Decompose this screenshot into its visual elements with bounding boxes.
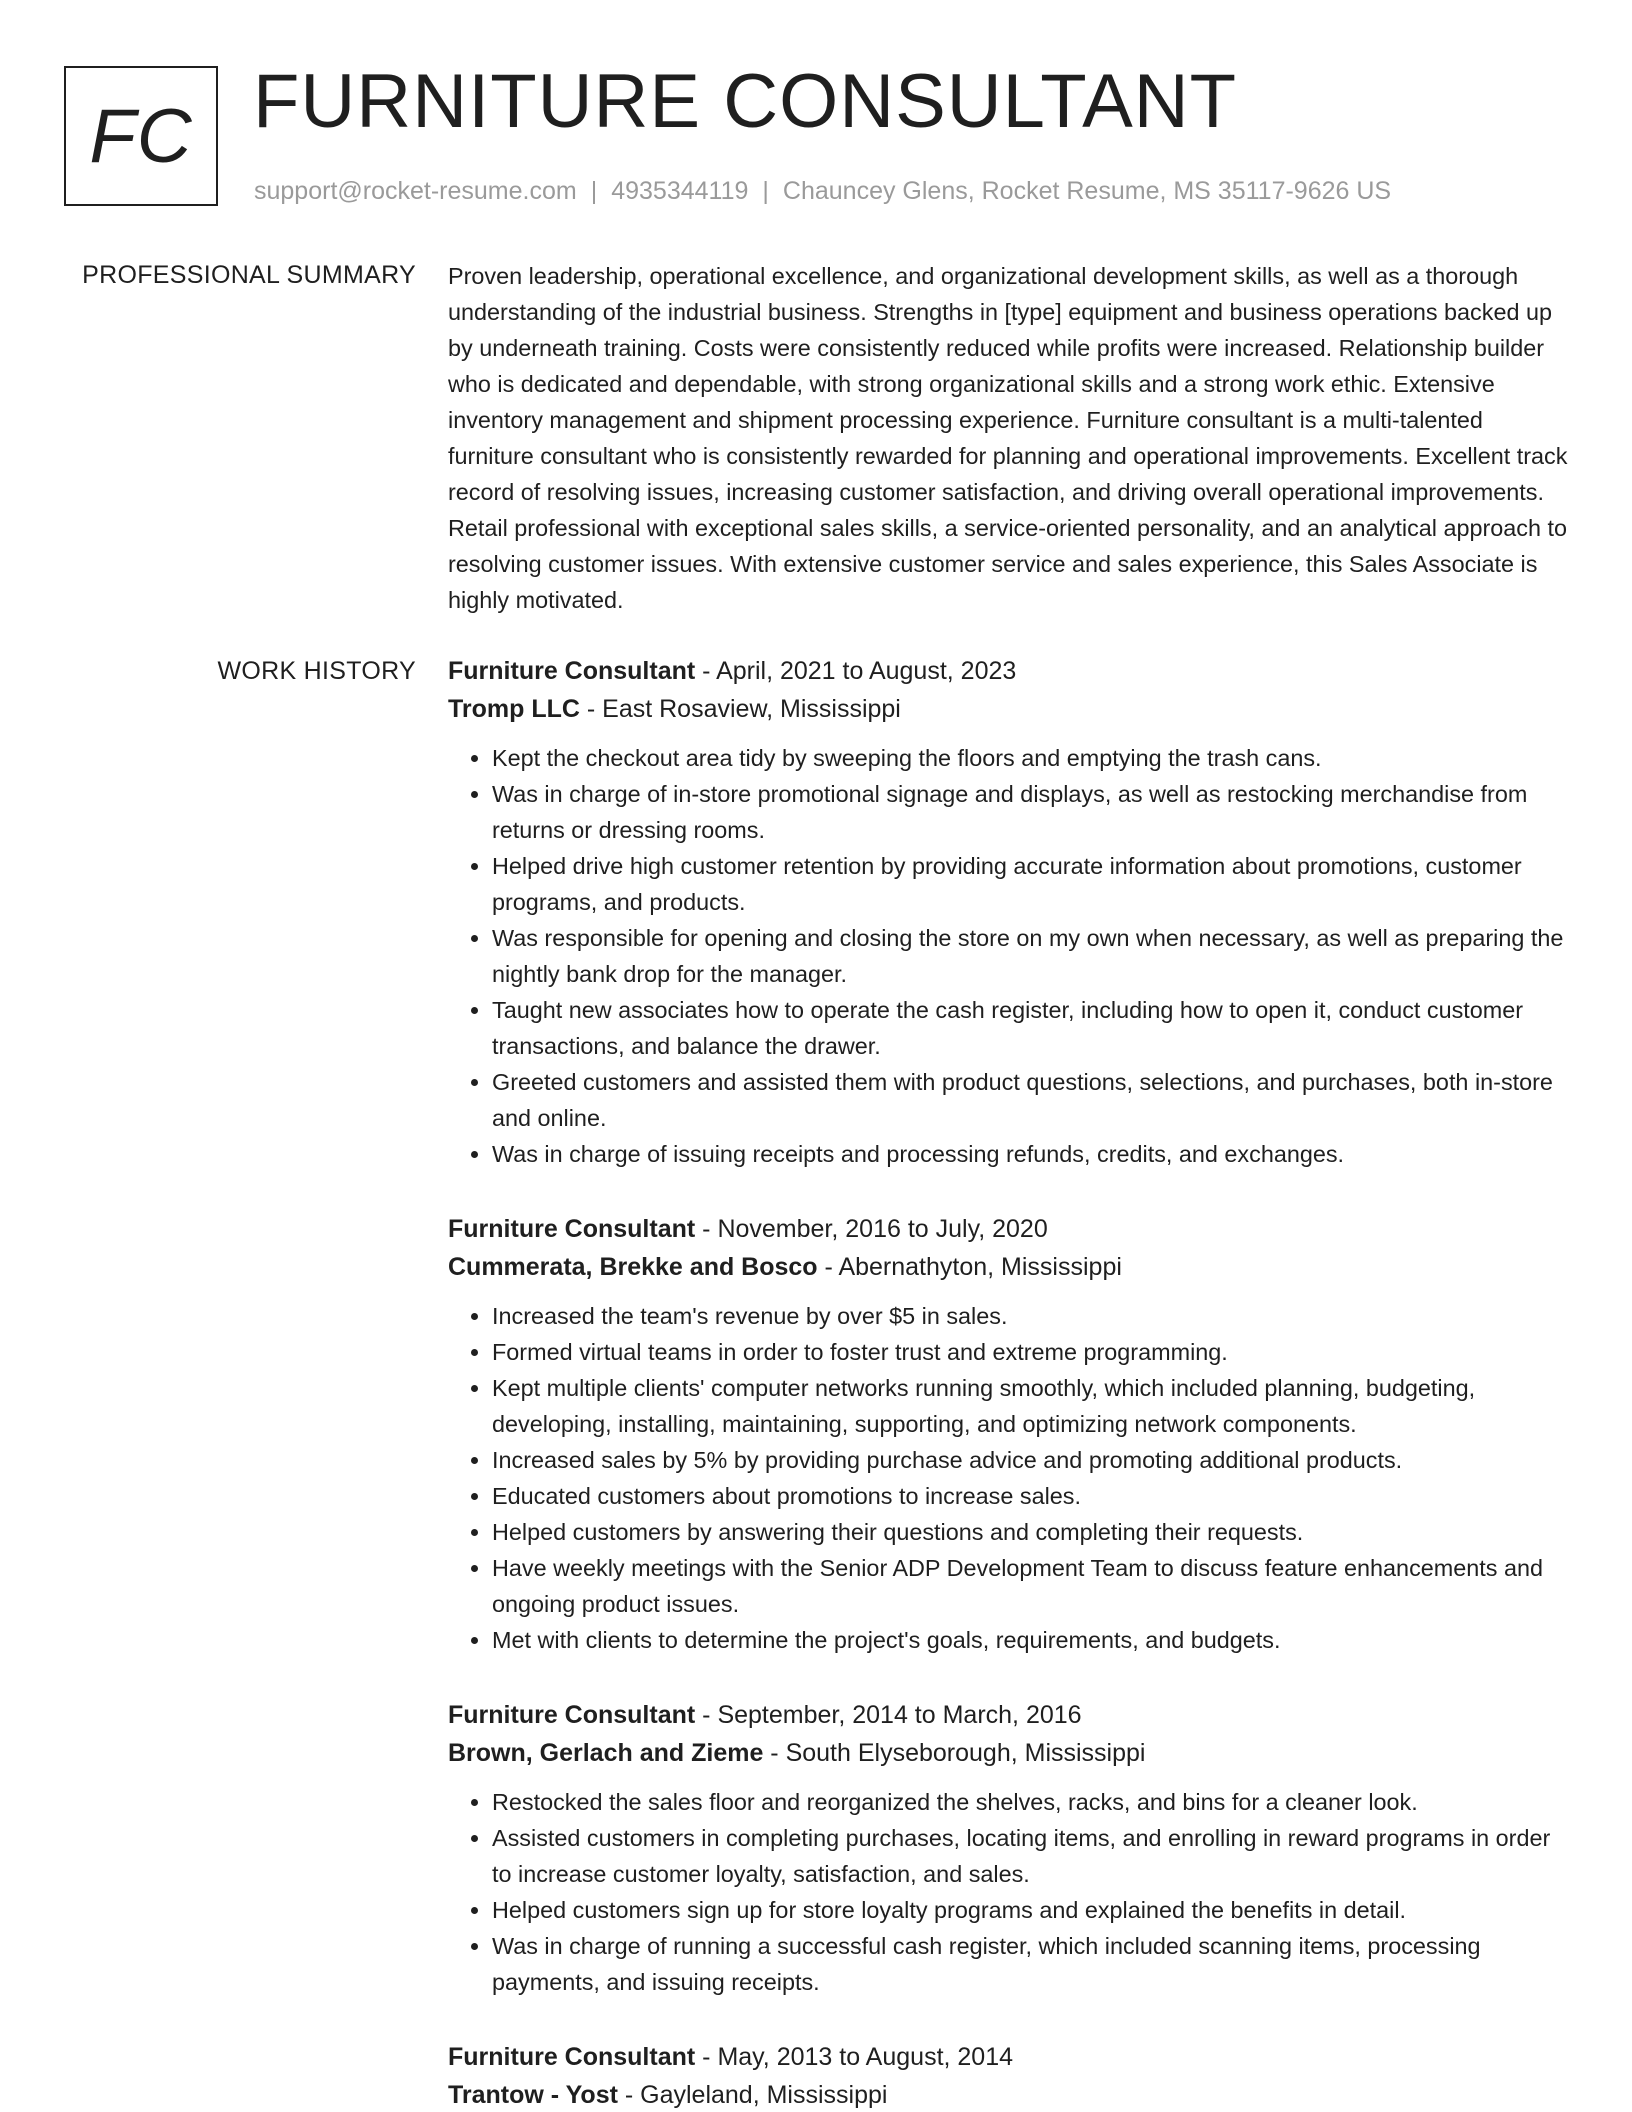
job-bullet: • Increased sales by 5% by providing purchase advice and promoting additional products.	[492, 1442, 1570, 1478]
summary-text: Proven leadership, operational excellence, and organizational development skills, as well as a thorough understanding of the industrial business. Strengths in [type] equipment and business operations backed up by underneath training. Costs were consistently reduced while profits were increased. Relationship builder who is dedicated and dependable, with strong organizational skills and a strong work ethic. Extensive inventory management and shipment processing experience. Furniture consultant is a multi-talented furniture consultant who is consistently rewarded for planning and operational improvements. Excellent track record of resolving issues, increasing customer satisfaction, and driving overall operational improvements. Retail professional with exceptional sales skills, a service-oriented personality, and an analytical approach to resolving customer issues. With extensive customer service and sales experience, this Sales Associate is highly motivated.	[448, 263, 1568, 613]
job-bullet: • Helped customers sign up for store loyalty programs and explained the benefits in detail.	[492, 1892, 1570, 1928]
job-bullet: • Helped drive high customer retention by providing accurate information about promotions, customer programs, and products.	[492, 848, 1570, 920]
job-company-line	[448, 690, 1570, 728]
job-company-line	[448, 2076, 1570, 2112]
job-entry	[448, 652, 1570, 1172]
job-dash: -	[695, 1215, 718, 1243]
job-bullet-list	[448, 1298, 1570, 1658]
job-dash: -	[695, 2043, 718, 2071]
contact-email: support@rocket-resume.com	[254, 177, 577, 205]
job-bullet: • Kept the checkout area tidy by sweeping the floors and emptying the trash cans.	[492, 740, 1570, 776]
job-dash: -	[695, 657, 717, 685]
job-location: Abernathyton, Mississippi	[838, 1253, 1122, 1281]
job-dash: -	[617, 2081, 641, 2109]
job-dates: November, 2016 to July, 2020	[717, 1215, 1048, 1243]
job-company-line	[448, 1248, 1570, 1286]
summary-section	[448, 258, 1570, 618]
work-history-heading: WORK HISTORY	[217, 657, 416, 685]
job-bullet: • Met with clients to determine the project's goals, requirements, and budgets.	[492, 1622, 1570, 1658]
job-dash: -	[695, 1701, 718, 1729]
job-bullet-list	[448, 1784, 1570, 2000]
contact-separator: |	[590, 177, 598, 205]
job-location: Gayleland, Mississippi	[640, 2081, 888, 2109]
job-entry	[448, 1696, 1570, 2000]
job-company-line	[448, 1734, 1570, 1772]
job-company: Tromp LLC	[448, 695, 580, 723]
job-dash: -	[817, 1253, 839, 1281]
job-bullet: • Was in charge of issuing receipts and processing refunds, credits, and exchanges.	[492, 1136, 1570, 1172]
job-bullet: • Increased the team's revenue by over $5 in sales.	[492, 1298, 1570, 1334]
resume-title: FURNITURE CONSULTANT	[253, 59, 1238, 144]
job-company: Cummerata, Brekke and Bosco	[448, 1253, 818, 1281]
contact-address: Chauncey Glens, Rocket Resume, MS 35117-9626 US	[782, 177, 1392, 205]
contact-phone: 4935344119	[611, 177, 749, 205]
job-entry	[448, 1210, 1570, 1658]
contact-separator: |	[762, 177, 769, 205]
job-bullet: • Taught new associates how to operate the cash register, including how to open it, conduct customer transactions, and balance the drawer.	[492, 992, 1570, 1064]
job-dash: -	[763, 1739, 786, 1767]
job-bullet: • Was in charge of in-store promotional signage and displays, as well as restocking merchandise from returns or dressing rooms.	[492, 776, 1570, 848]
contact-line	[254, 174, 1391, 208]
job-title: Furniture Consultant	[448, 1215, 696, 1243]
job-title-line	[448, 1210, 1570, 1248]
job-location: South Elyseborough, Mississippi	[785, 1739, 1146, 1767]
job-bullet: • Kept multiple clients' computer networks running smoothly, which included planning, budgeting, developing, installing, maintaining, supporting, and optimizing network components.	[492, 1370, 1570, 1442]
job-company: Brown, Gerlach and Zieme	[448, 1739, 764, 1767]
job-title: Furniture Consultant	[448, 1701, 696, 1729]
job-bullet: • Greeted customers and assisted them with product questions, selections, and purchases, both in-store and online.	[492, 1064, 1570, 1136]
job-title-line	[448, 2038, 1570, 2076]
job-title: Furniture Consultant	[448, 2043, 696, 2071]
job-bullet: • Was in charge of running a successful cash register, which included scanning items, processing payments, and issuing receipts.	[492, 1928, 1570, 2000]
job-title-line	[448, 652, 1570, 690]
job-bullet: • Educated customers about promotions to increase sales.	[492, 1478, 1570, 1514]
job-dates: April, 2021 to August, 2023	[716, 657, 1017, 685]
job-dash: -	[579, 695, 603, 723]
summary-heading: PROFESSIONAL SUMMARY	[82, 261, 416, 289]
job-location: East Rosaview, Mississippi	[602, 695, 901, 723]
job-entry	[448, 2038, 1570, 2112]
job-company: Trantow - Yost	[448, 2081, 618, 2109]
job-dates: May, 2013 to August, 2014	[717, 2043, 1014, 2071]
job-title-line	[448, 1696, 1570, 1734]
job-dates: September, 2014 to March, 2016	[717, 1701, 1082, 1729]
job-bullet: • Formed virtual teams in order to foster trust and extreme programming.	[492, 1334, 1570, 1370]
job-bullet: • Restocked the sales floor and reorganized the shelves, racks, and bins for a cleaner look.	[492, 1784, 1570, 1820]
job-title: Furniture Consultant	[448, 657, 696, 685]
work-history-section	[448, 652, 1570, 2112]
job-bullet: • Assisted customers in completing purchases, locating items, and enrolling in reward programs in order to increase customer loyalty, satisfaction, and sales.	[492, 1820, 1570, 1892]
job-bullet-list	[448, 740, 1570, 1172]
job-bullet: • Helped customers by answering their questions and completing their requests.	[492, 1514, 1570, 1550]
job-bullet: • Was responsible for opening and closing the store on my own when necessary, as well as preparing the nightly bank drop for the manager.	[492, 920, 1570, 992]
initials-monogram: FC	[64, 66, 218, 206]
job-bullet: • Have weekly meetings with the Senior ADP Development Team to discuss feature enhancements and ongoing product issues.	[492, 1550, 1570, 1622]
